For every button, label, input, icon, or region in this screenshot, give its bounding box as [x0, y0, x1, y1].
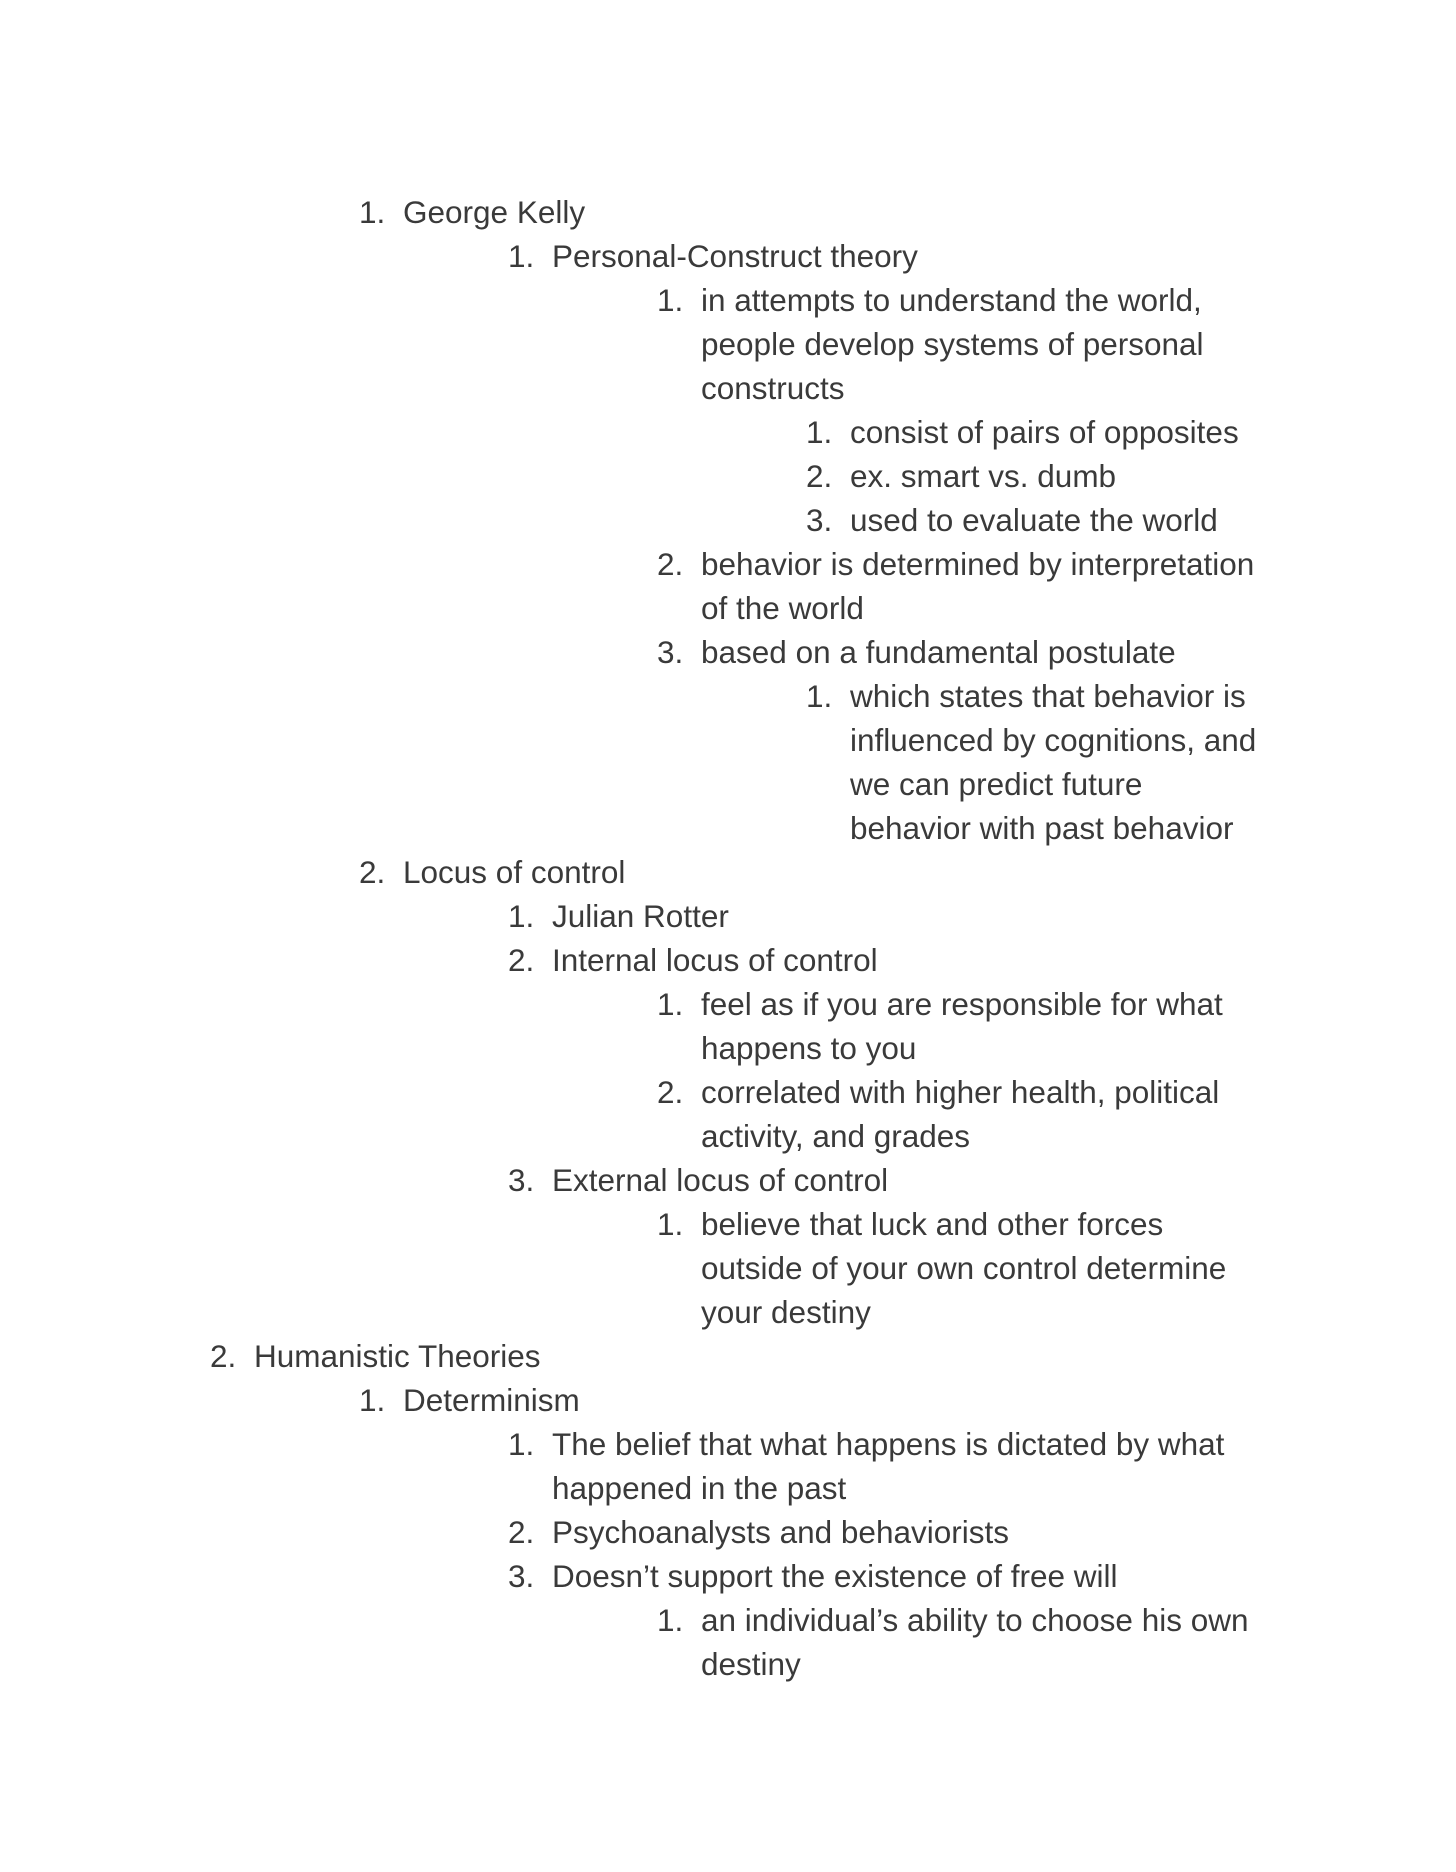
- list-number: 3.: [806, 502, 833, 538]
- outline-item-determinism: [359, 1378, 580, 1422]
- list-number: 2.: [657, 1074, 684, 1110]
- list-number: 2.: [508, 1514, 535, 1550]
- outline-item-free-will: [508, 1554, 1118, 1598]
- list-number: 1.: [806, 678, 833, 714]
- list-item-text: External locus of control: [552, 1162, 889, 1198]
- outline-item-humanistic-theories: [210, 1334, 541, 1378]
- list-item-text: used to evaluate the world: [850, 502, 1218, 538]
- list-item-text: correlated with higher health, political activity, and grades: [701, 1074, 1220, 1154]
- list-item-text: The belief that what happens is dictated by what happened in the past: [552, 1426, 1225, 1506]
- list-item-text: consist of pairs of opposites: [850, 414, 1239, 450]
- outline-item-correlated: [657, 1070, 1219, 1158]
- list-item-text: George Kelly: [403, 194, 586, 230]
- list-item-text: Julian Rotter: [552, 898, 729, 934]
- list-number: 3.: [657, 634, 684, 670]
- list-number: 3.: [508, 1162, 535, 1198]
- list-item-text: Doesn’t support the existence of free will: [552, 1558, 1118, 1594]
- outline-item-belief: [508, 1422, 1224, 1510]
- list-item-text: Determinism: [403, 1382, 580, 1418]
- list-number: 1.: [657, 282, 684, 318]
- list-item-text: an individual’s ability to choose his own destiny: [701, 1602, 1249, 1682]
- list-number: 2.: [657, 546, 684, 582]
- list-number: 1.: [359, 194, 386, 230]
- outline-item-responsible: [657, 982, 1223, 1070]
- outline-item-external-locus: [508, 1158, 888, 1202]
- list-number: 1.: [508, 898, 535, 934]
- outline-item-fundamental-postulate: [657, 630, 1176, 674]
- list-number: 1.: [359, 1382, 386, 1418]
- list-number: 1.: [657, 1206, 684, 1242]
- outline-item-cognitions: [806, 674, 1256, 850]
- list-number: 1.: [657, 986, 684, 1022]
- outline-item-locus-of-control: [359, 850, 625, 894]
- outline-item-luck: [657, 1202, 1226, 1334]
- list-item-text: ex. smart vs. dumb: [850, 458, 1117, 494]
- list-item-text: based on a fundamental postulate: [701, 634, 1176, 670]
- list-item-text: Psychoanalysts and behaviorists: [552, 1514, 1009, 1550]
- outline-item-pairs-of-opposites: [806, 410, 1239, 454]
- outline-item-julian-rotter: [508, 894, 729, 938]
- list-number: 1.: [508, 1426, 535, 1462]
- list-item-text: which states that behavior is influenced by cognitions, and we can predict future behavior with past behavior: [850, 678, 1257, 846]
- list-item-text: believe that luck and other forces outside of your own control determine your destiny: [701, 1206, 1227, 1330]
- outline-item-behavior-interpretation: [657, 542, 1254, 630]
- outline-item-personal-constructs: [657, 278, 1204, 410]
- list-number: 1.: [806, 414, 833, 450]
- list-number: 2.: [508, 942, 535, 978]
- outline-item-evaluate-the-world: [806, 498, 1218, 542]
- outline-item-internal-locus: [508, 938, 878, 982]
- list-number: 1.: [508, 238, 535, 274]
- list-item-text: Humanistic Theories: [254, 1338, 541, 1374]
- outline-item-george-kelly: [359, 190, 585, 234]
- outline-item-personal-construct-theory: [508, 234, 918, 278]
- outline-item-smart-vs-dumb: [806, 454, 1116, 498]
- list-number: 2.: [359, 854, 386, 890]
- list-number: 2.: [806, 458, 833, 494]
- list-item-text: Internal locus of control: [552, 942, 878, 978]
- list-item-text: Personal-Construct theory: [552, 238, 918, 274]
- list-number: 1.: [657, 1602, 684, 1638]
- outline-item-psychoanalysts: [508, 1510, 1009, 1554]
- list-item-text: feel as if you are responsible for what happens to you: [701, 986, 1223, 1066]
- list-number: 2.: [210, 1338, 237, 1374]
- list-number: 3.: [508, 1558, 535, 1594]
- list-item-text: in attempts to understand the world, people develop systems of personal constructs: [701, 282, 1204, 406]
- outline-item-choose-destiny: [657, 1598, 1249, 1686]
- list-item-text: behavior is determined by interpretation of the world: [701, 546, 1255, 626]
- list-item-text: Locus of control: [403, 854, 626, 890]
